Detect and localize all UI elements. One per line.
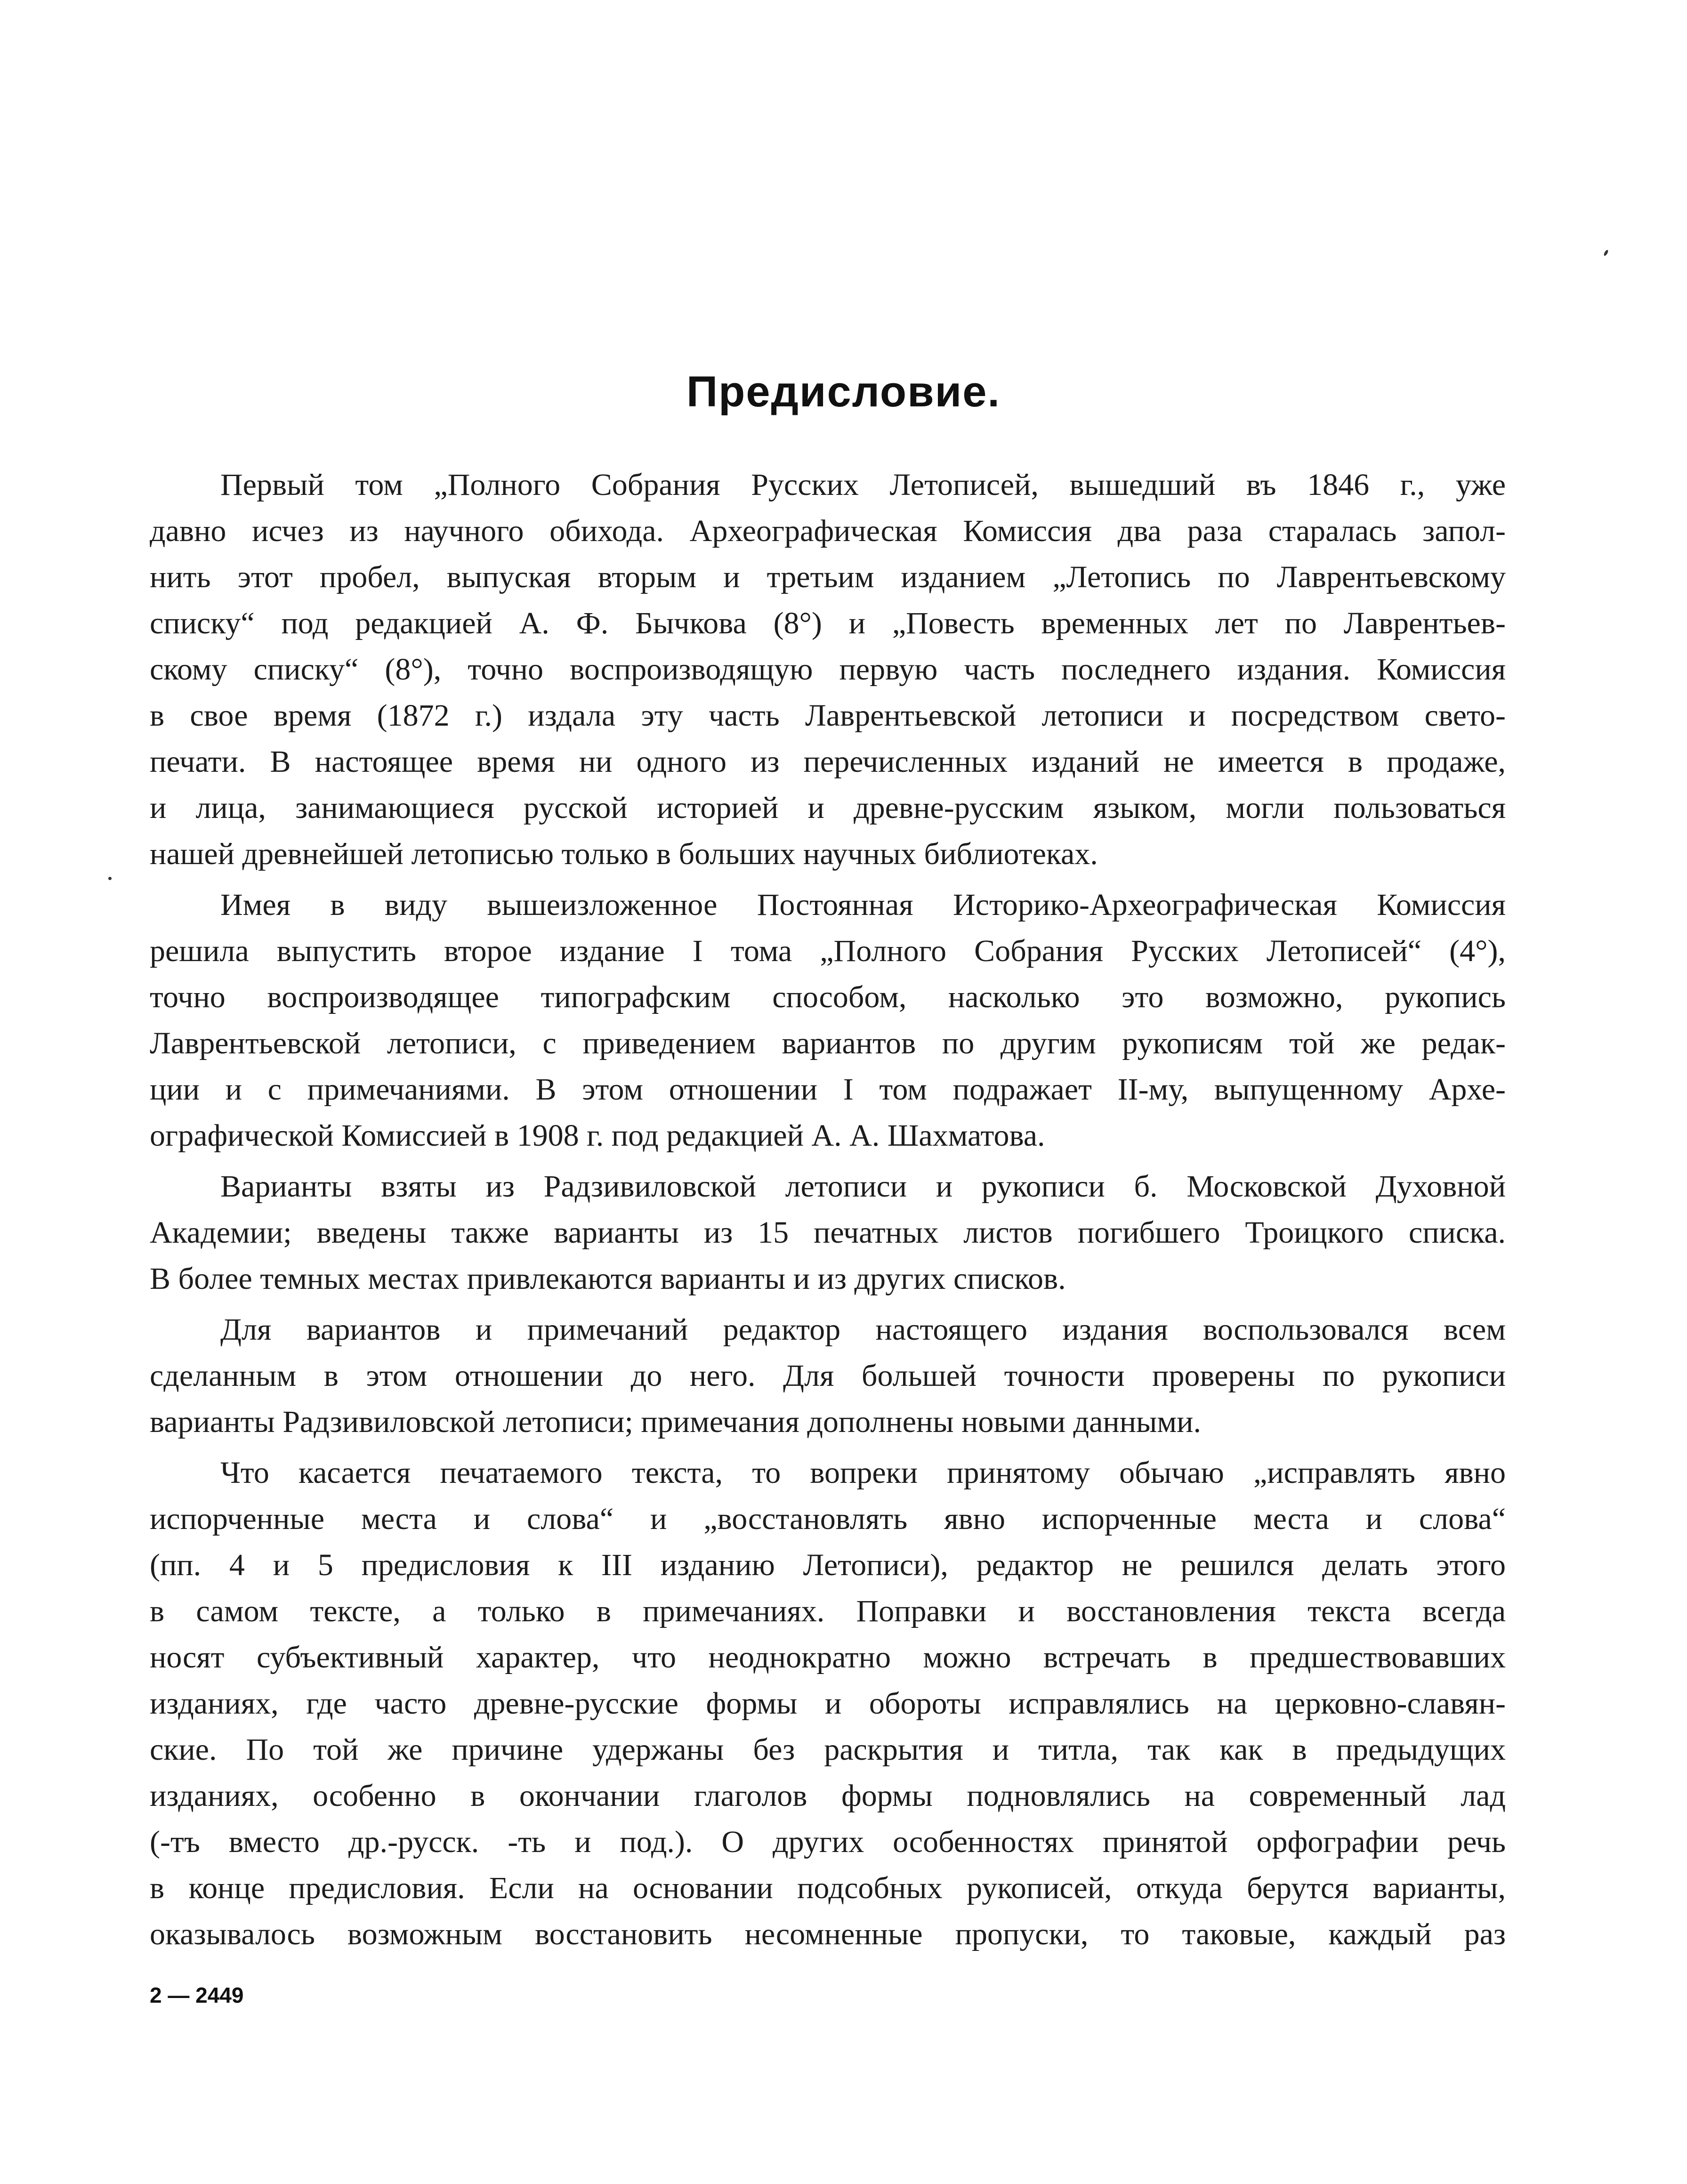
text-line: изданиях, особенно в окончании глаголов формы подновлялись на современный лад: [150, 1779, 1506, 1813]
text-line: ографической Комиссией в 1908 г. под редакцией А. А. Шахматова.: [150, 1118, 1045, 1153]
text-line: скому списку“ (8°), точно воспроизводящую первую часть последнего издания. Комиссия: [150, 652, 1506, 687]
text-line: решила выпустить второе издание I тома „Полного Собрания Русских Летописей“ (4°),: [150, 934, 1506, 968]
printer-signature: 2 — 2449: [150, 1983, 244, 2007]
text-line: Первый том „Полного Собрания Русских Летописей, вышедший въ 1846 г., уже: [220, 468, 1506, 502]
text-line: (-тъ вместо др.-русск. -ть и под.). О других особенностях принятой орфографии речь: [150, 1825, 1506, 1859]
text-line: В более темных местах привлекаются варианты и из других списков.: [150, 1262, 1066, 1296]
text-line: давно исчез из научного обихода. Археографическая Комиссия два раза старалась запол-: [150, 514, 1506, 548]
text-line: ские. По той же причине удержаны без раскрытия и титла, так как в предыдущих: [150, 1732, 1506, 1767]
text-line: списку“ под редакцией А. Ф. Бычкова (8°) и „Повесть временных лет по Лаврентьев-: [150, 606, 1506, 640]
text-line: Что касается печатаемого текста, то вопреки принятому обычаю „исправлять явно: [220, 1456, 1506, 1490]
text-line: нить этот пробел, выпуская вторым и третьим изданием „Летопись по Лаврентьевскому: [150, 560, 1506, 594]
text-line: нашей древнейшей летописью только в больших научных библиотеках.: [150, 837, 1098, 871]
text-line: (пп. 4 и 5 предисловия к III изданию Летописи), редактор не решился делать этого: [150, 1548, 1506, 1582]
text-line: Лаврентьевской летописи, с приведением вариантов по другим рукописям той же редак-: [150, 1026, 1506, 1060]
text-line: испорченные места и слова“ и „восстановлять явно испорченные места и слова“: [150, 1502, 1506, 1536]
text-line: точно воспроизводящее типографским способом, насколько это возможно, рукопись: [150, 980, 1506, 1014]
text-line: оказывалось возможным восстановить несомненные пропуски, то таковые, каждый раз: [150, 1917, 1506, 1951]
text-line: ции и с примечаниями. В этом отношении I том подражает II-му, выпущенному Архе-: [150, 1072, 1506, 1107]
text-line: Имея в виду вышеизложенное Постоянная Историко-Археографическая Комиссия: [220, 888, 1506, 922]
text-line: Академии; введены также варианты из 15 печатных листов погибшего Троицкого списка.: [150, 1215, 1506, 1250]
text-line: сделанным в этом отношении до него. Для большей точности проверены по рукописи: [150, 1359, 1506, 1393]
text-line: носят субъективный характер, что неоднократно можно встречать в предшествовавших: [150, 1640, 1506, 1674]
text-line: Для вариантов и примечаний редактор настоящего издания воспользовался всем: [220, 1312, 1506, 1347]
text-line: печати. В настоящее время ни одного из перечисленных изданий не имеется в продаже,: [150, 744, 1506, 779]
text-line: в свое время (1872 г.) издала эту часть Лаврентьевской летописи и посредством свето-: [150, 698, 1506, 733]
text-line: варианты Радзивиловской летописи; примечания дополнены новыми данными.: [150, 1405, 1201, 1439]
text-line: в самом тексте, а только в примечаниях. Поправки и восстановления текста всегда: [150, 1594, 1506, 1628]
text-line: изданиях, где часто древне-русские формы и обороты исправлялись на церковно-славян-: [150, 1686, 1506, 1721]
text-line: в конце предисловия. Если на основании подсобных рукописей, откуда берутся варианты,: [150, 1871, 1506, 1905]
scan-speck: [1603, 249, 1609, 256]
text-line: Варианты взяты из Радзивиловской летописи и рукописи б. Московской Духовной: [220, 1169, 1506, 1204]
scan-speck: [108, 877, 112, 880]
page-title: Предисловие.: [686, 368, 1001, 416]
text-line: и лица, занимающиеся русской историей и древне-русским языком, могли пользоваться: [150, 791, 1506, 825]
